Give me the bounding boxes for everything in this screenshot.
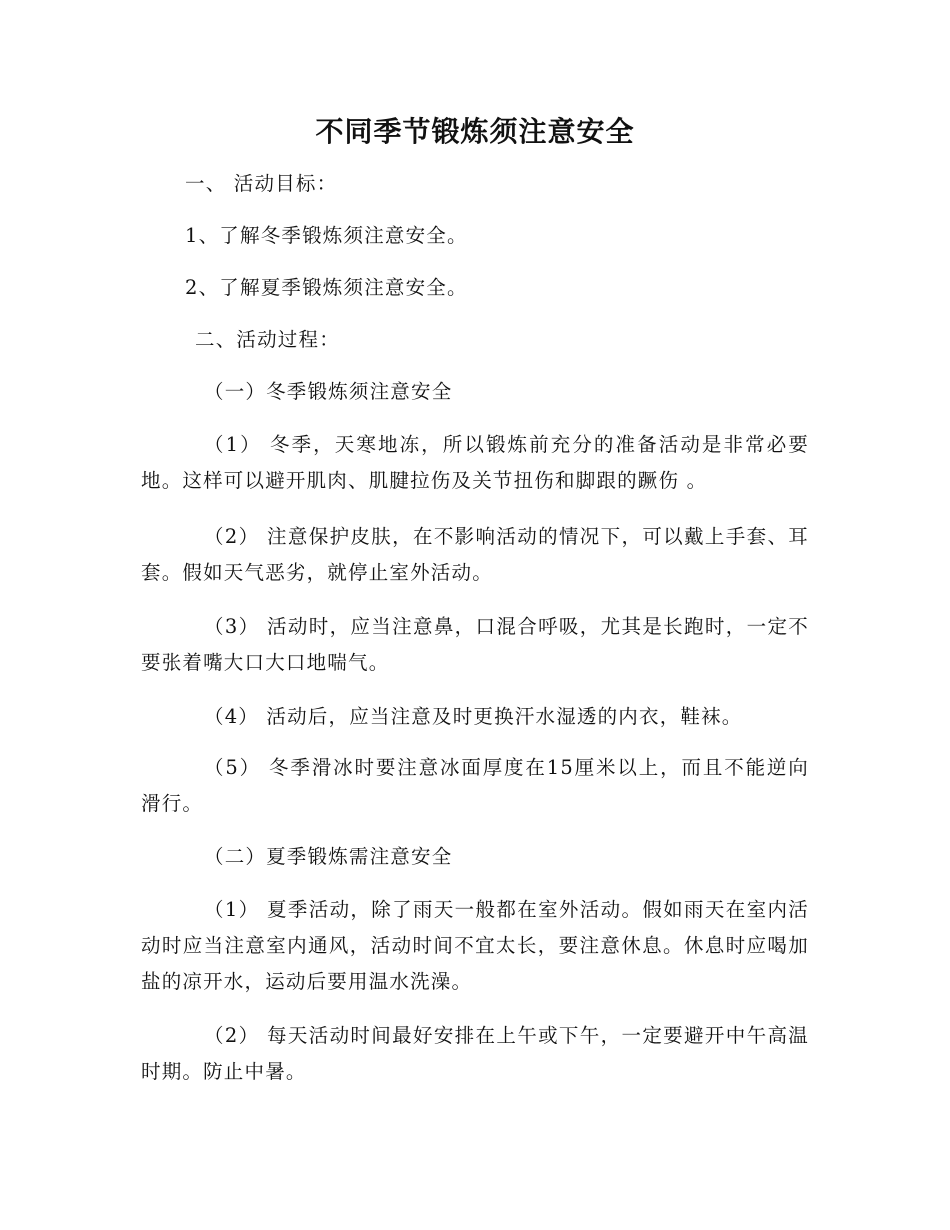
summer-paragraph-1: （1） 夏季活动，除了雨天一般都在室外活动。假如雨天在室内活动时应当注意室内通风，活动时间不宜太长，要注意休息。休息时应喝加盐的凉开水，运动后要用温水洗澡。 bbox=[141, 898, 809, 993]
document-title: 不同季节锻炼须注意安全 bbox=[315, 115, 635, 148]
section-heading-process: 二、活动过程： bbox=[195, 328, 340, 351]
goal-item-2: 2、了解夏季锻炼须注意安全。 bbox=[185, 276, 468, 299]
section-heading-goals: 一、 活动目标： bbox=[185, 172, 338, 195]
winter-paragraph-2: （2） 注意保护皮肤，在不影响活动的情况下，可以戴上手套、耳套。假如天气恶劣，就停止室外活动。 bbox=[141, 525, 809, 584]
winter-paragraph-3: （3） 活动时，应当注意鼻，口混合呼吸，尤其是长跑时，一定不要张着嘴大口大口地喘气。 bbox=[141, 615, 809, 674]
winter-paragraph-4: （4） 活动后，应当注意及时更换汗水湿透的内衣，鞋袜。 bbox=[204, 705, 743, 728]
goal-item-1: 1、了解冬季锻炼须注意安全。 bbox=[185, 224, 468, 247]
summer-paragraph-2: （2） 每天活动时间最好安排在上午或下午，一定要避开中午高温时期。防止中暑。 bbox=[141, 1024, 809, 1083]
winter-paragraph-5: （5） 冬季滑冰时要注意冰面厚度在15厘米以上，而且不能逆向滑行。 bbox=[141, 756, 809, 815]
subsection-heading-summer: （二）夏季锻炼需注意安全 bbox=[204, 845, 453, 868]
winter-paragraph-1: （1） 冬季，天寒地冻，所以锻炼前充分的准备活动是非常必要地。这样可以避开肌肉、肌腱拉伤及关节扭伤和脚跟的蹶伤 。 bbox=[141, 433, 809, 492]
subsection-heading-winter: （一）冬季锻炼须注意安全 bbox=[204, 380, 453, 403]
